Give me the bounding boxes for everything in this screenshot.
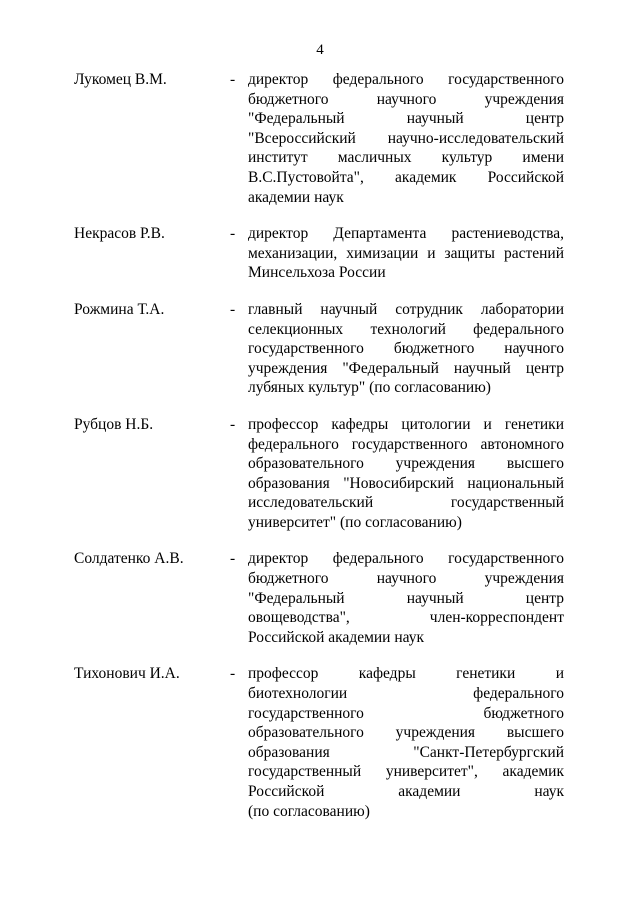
member-position xyxy=(248,70,564,207)
position-line: образовательного учреждения высшего xyxy=(248,455,564,473)
position-line: федерального государственного автономного xyxy=(248,435,564,453)
dash-separator: - xyxy=(230,225,236,243)
member-name: Некрасов Р.В. xyxy=(74,225,165,243)
member-list xyxy=(0,70,640,821)
position-line: "Всероссийский научно-исследовательский xyxy=(248,129,564,147)
member-name: Рожмина Т.А. xyxy=(74,300,165,318)
dash-separator: - xyxy=(230,550,236,568)
position-line: академии наук xyxy=(248,188,344,206)
position-line: директор Департамента растениеводства, xyxy=(248,225,564,243)
member-position xyxy=(248,415,564,533)
member-name: Рубцов Н.Б. xyxy=(74,415,154,433)
position-line: лубяных культур" (по согласованию) xyxy=(248,379,491,397)
list-item xyxy=(0,664,640,821)
member-position xyxy=(248,224,564,283)
position-line: бюджетного научного учреждения xyxy=(248,570,564,588)
member-name: Лукомец В.М. xyxy=(74,71,167,88)
position-line: государственный университет", академик xyxy=(248,763,564,781)
position-line: учреждения "Федеральный научный центр xyxy=(248,359,564,377)
position-line: институт масличных культур имени xyxy=(248,149,564,167)
position-line: биотехнологии федерального xyxy=(248,685,564,703)
page-number: 4 xyxy=(316,42,324,58)
member-name: Солдатенко А.В. xyxy=(74,550,184,568)
list-item xyxy=(0,549,640,647)
position-line: профессор кафедры цитологии и генетики xyxy=(248,415,564,433)
position-line: Российской академии наук xyxy=(248,783,564,800)
position-line: директор федерального государственного xyxy=(248,71,564,88)
position-line: директор федерального государственного xyxy=(248,550,564,568)
position-line: университет" (по согласованию) xyxy=(248,513,462,531)
dash-separator: - xyxy=(230,300,236,318)
list-item xyxy=(0,415,640,533)
position-line: главный научный сотрудник лаборатории xyxy=(248,300,564,318)
position-line: "Федеральный научный центр xyxy=(248,589,564,607)
list-item xyxy=(0,70,640,207)
position-line: Минсельхоза России xyxy=(248,264,386,282)
position-line: государственного бюджетного xyxy=(248,704,564,722)
member-position xyxy=(248,549,564,647)
list-item xyxy=(0,300,640,398)
member-name: Тихонович И.А. xyxy=(74,665,180,683)
position-line: Российской академии наук xyxy=(248,628,425,646)
position-line: профессор кафедры генетики и xyxy=(248,665,564,683)
dash-separator: - xyxy=(230,71,236,88)
position-line: селекционных технологий федерального xyxy=(248,320,564,338)
position-line: бюджетного научного учреждения xyxy=(248,90,564,108)
position-line: исследовательский государственный xyxy=(248,494,564,512)
dash-separator: - xyxy=(230,665,236,683)
position-line: образования "Новосибирский национальный xyxy=(248,474,564,492)
member-position xyxy=(248,664,564,821)
member-position xyxy=(248,300,564,398)
list-item xyxy=(0,224,640,283)
position-line: (по согласованию) xyxy=(248,802,370,820)
position-line: овощеводства", член-корреспондент xyxy=(248,609,564,627)
dash-separator: - xyxy=(230,415,236,433)
position-line: В.С.Пустовойта", академик Российской xyxy=(248,168,564,186)
position-line: "Федеральный научный центр xyxy=(248,110,564,128)
position-line: государственного бюджетного научного xyxy=(248,340,564,358)
position-line: образовательного учреждения высшего xyxy=(248,724,564,742)
position-line: образования "Санкт-Петербургский xyxy=(248,743,564,761)
position-line: механизации, химизации и защиты растений xyxy=(248,244,564,262)
